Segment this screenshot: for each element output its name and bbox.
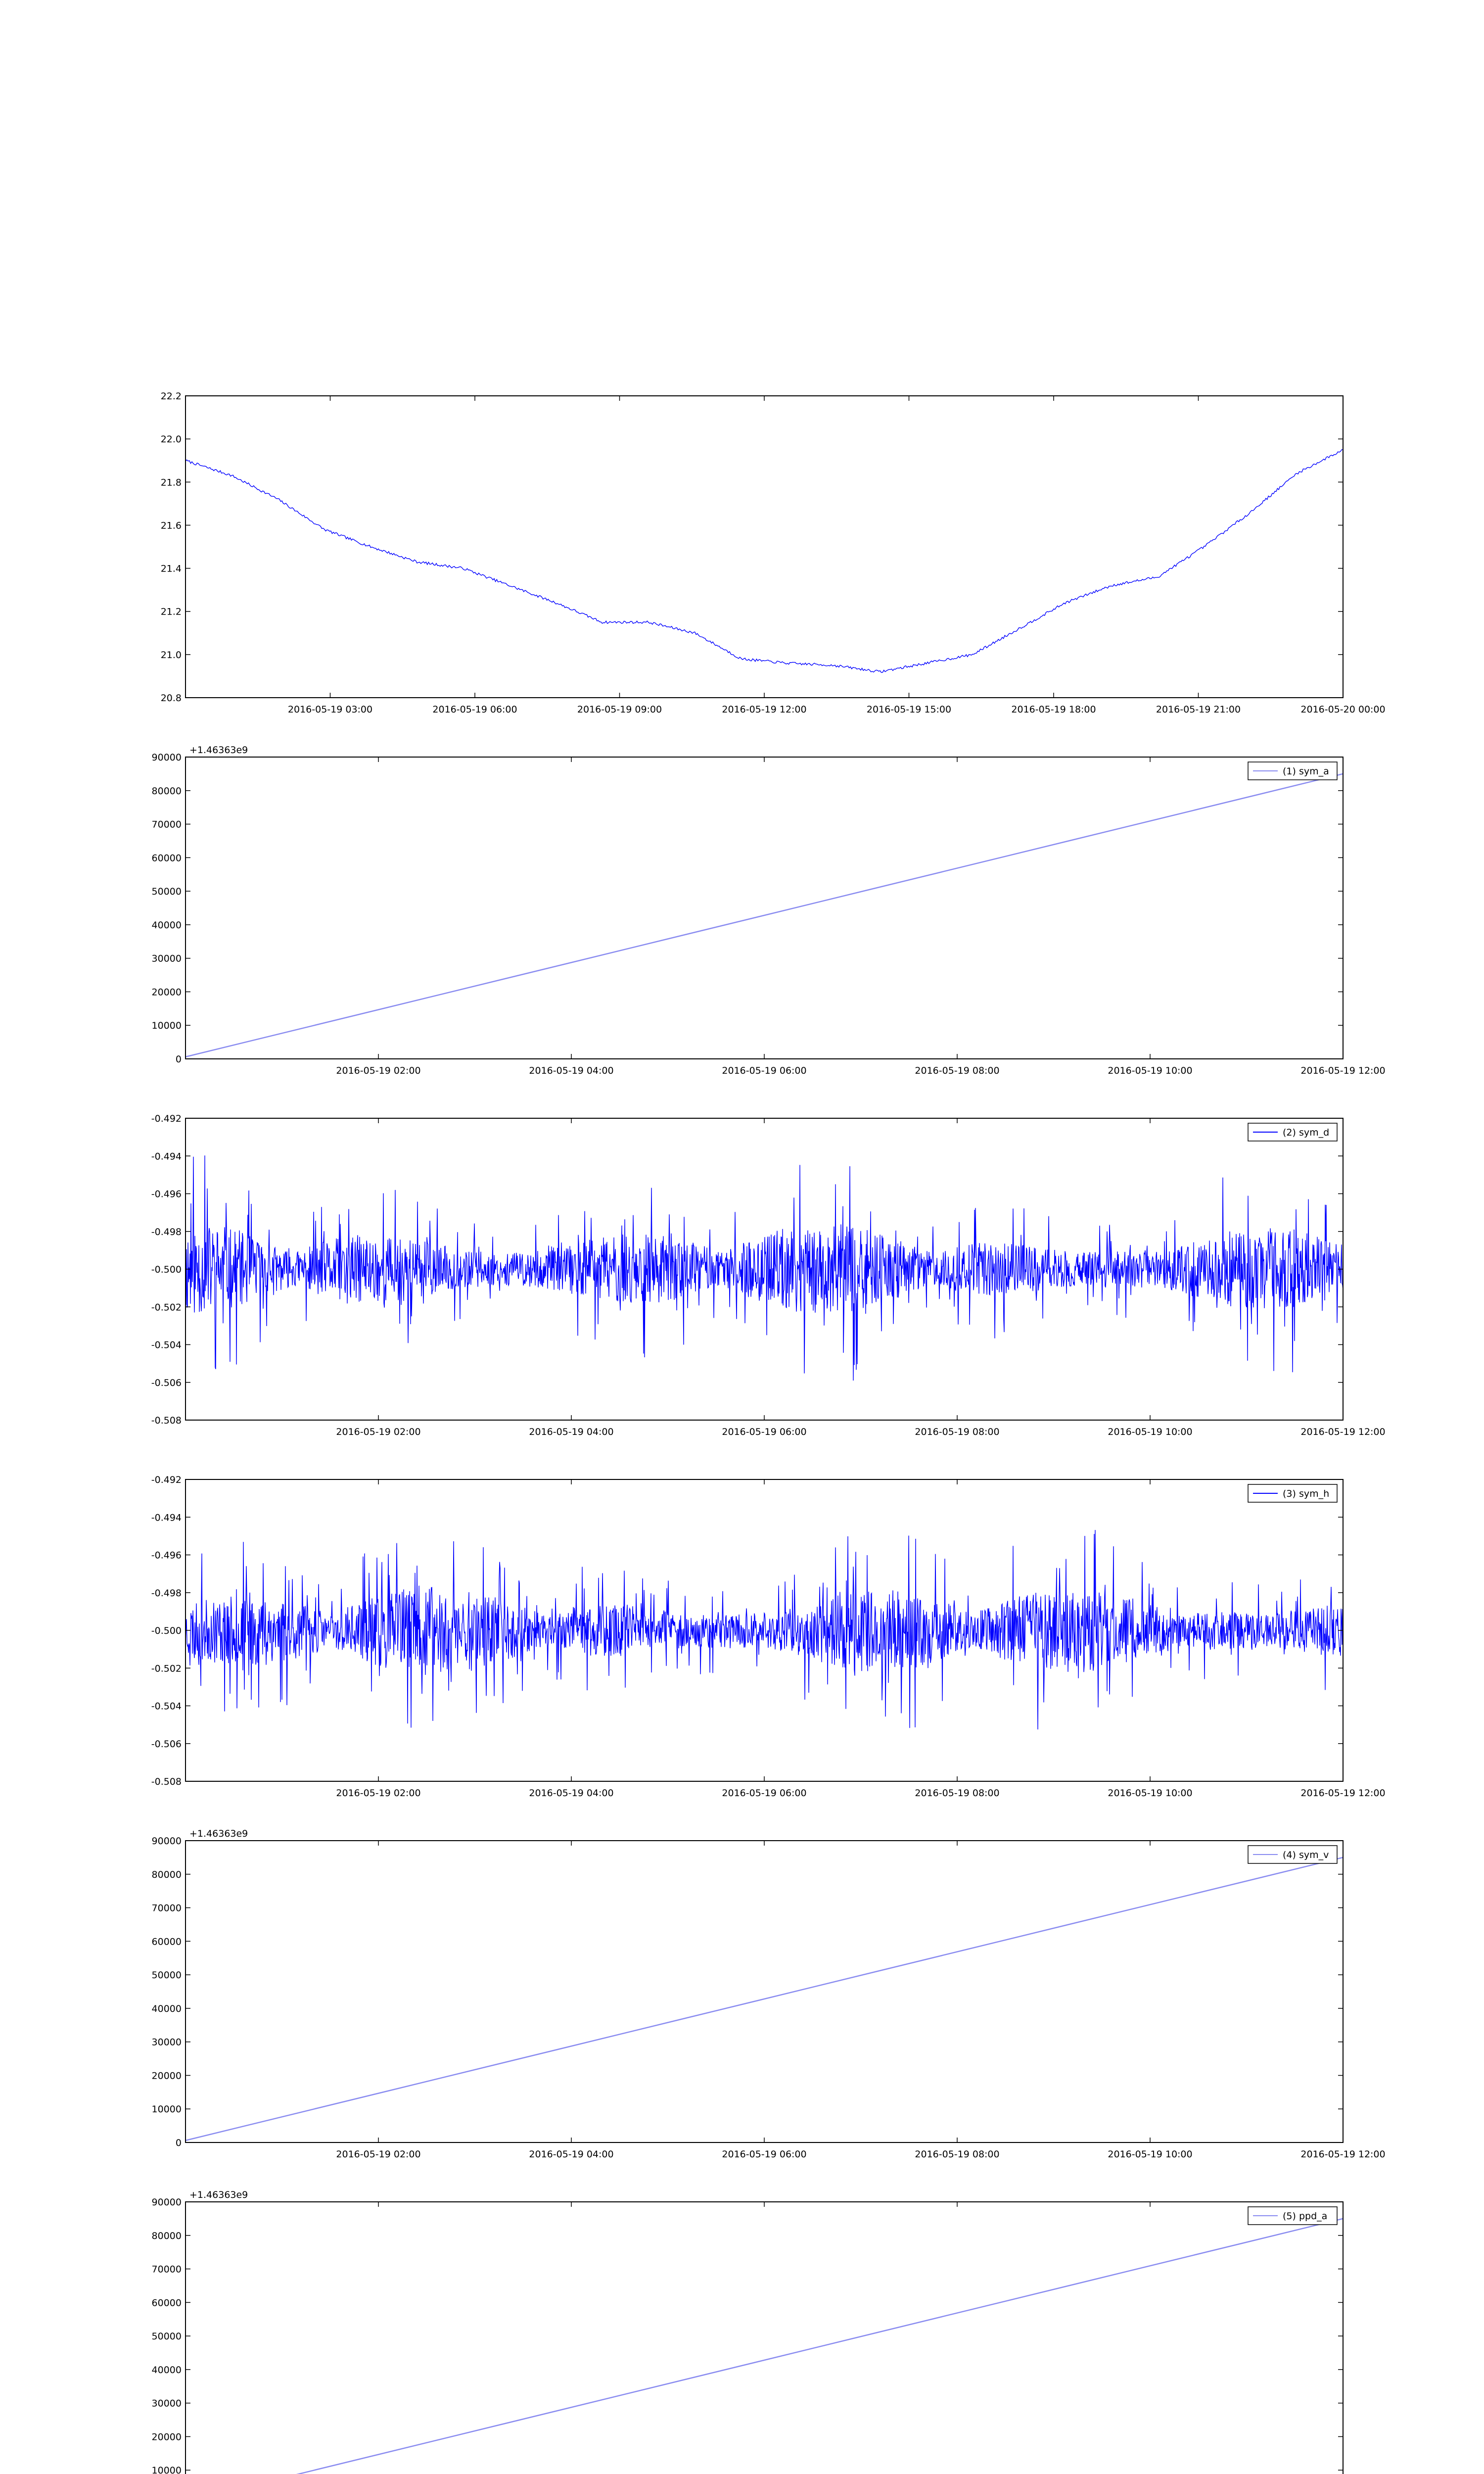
x-tick-label: 2016-05-19 10:00 <box>1108 1788 1193 1799</box>
y-tick-label: 50000 <box>151 1970 182 1981</box>
y-tick-label: 20.8 <box>160 693 182 704</box>
x-tick-label: 2016-05-19 06:00 <box>722 1065 807 1076</box>
chart-panel-2 <box>151 1113 1386 1437</box>
series-line-4 <box>186 1857 1343 2141</box>
x-tick-label: 2016-05-19 02:00 <box>336 2149 421 2160</box>
x-tick-label: 2016-05-19 10:00 <box>1108 2149 1193 2160</box>
y-tick-label: -0.508 <box>151 1415 182 1426</box>
y-tick-label: 0 <box>175 1054 182 1065</box>
y-tick-label: 90000 <box>151 2197 182 2208</box>
x-tick-label: 2016-05-19 02:00 <box>336 1065 421 1076</box>
y-tick-label: -0.498 <box>151 1587 182 1599</box>
y-tick-label: -0.492 <box>151 1475 182 1485</box>
legend-label: (1) sym_a <box>1283 766 1329 777</box>
y-tick-label: 20000 <box>151 987 182 998</box>
y-tick-label: 40000 <box>151 919 182 931</box>
y-tick-label: 90000 <box>151 752 182 763</box>
series-line-1 <box>186 774 1343 1057</box>
y-tick-label: 40000 <box>151 2003 182 2014</box>
legend-label: (4) sym_v <box>1283 1850 1329 1860</box>
legend-label: (5) ppd_a <box>1283 2211 1328 2222</box>
y-tick-label: 0 <box>175 2138 182 2148</box>
y-tick-label: 60000 <box>151 2297 182 2309</box>
y-tick-label: -0.504 <box>151 1339 182 1351</box>
x-tick-label: 2016-05-19 12:00 <box>722 704 807 715</box>
chart-panel-4 <box>152 1828 1386 2160</box>
offset-text: +1.46363e9 <box>189 1828 248 1839</box>
y-tick-label: -0.492 <box>151 1113 182 1124</box>
y-tick-label: 80000 <box>151 2230 182 2241</box>
x-tick-label: 2016-05-19 21:00 <box>1156 704 1241 715</box>
y-tick-label: 21.6 <box>160 520 182 531</box>
y-tick-label: -0.508 <box>151 1776 182 1787</box>
y-tick-label: 10000 <box>151 2104 182 2115</box>
y-tick-label: 70000 <box>151 819 182 830</box>
y-tick-label: -0.506 <box>151 1377 182 1388</box>
offset-text: +1.46363e9 <box>189 2189 248 2200</box>
chart-panel-1 <box>152 745 1386 1076</box>
y-tick-label: 80000 <box>151 785 182 797</box>
y-tick-label: -0.502 <box>151 1302 182 1313</box>
y-tick-label: 60000 <box>151 1936 182 1948</box>
x-tick-label: 2016-05-19 06:00 <box>722 1788 807 1799</box>
x-tick-label: 2016-05-19 09:00 <box>577 704 662 715</box>
x-tick-label: 2016-05-19 10:00 <box>1108 1427 1193 1437</box>
y-tick-label: 70000 <box>151 2264 182 2275</box>
x-tick-label: 2016-05-19 06:00 <box>722 1427 807 1437</box>
y-tick-label: 50000 <box>151 886 182 898</box>
x-tick-label: 2016-05-19 02:00 <box>336 1788 421 1799</box>
series-line-5 <box>186 2219 1343 2474</box>
y-tick-label: 22.2 <box>160 391 182 402</box>
y-tick-label: -0.494 <box>151 1512 182 1523</box>
x-tick-label: 2016-05-19 08:00 <box>915 1065 1000 1076</box>
y-tick-label: -0.494 <box>151 1151 182 1162</box>
series-line-2 <box>186 1155 1343 1380</box>
x-tick-label: 2016-05-19 15:00 <box>866 704 952 715</box>
x-tick-label: 2016-05-19 02:00 <box>336 1427 421 1437</box>
axes-frame-1 <box>186 757 1343 1059</box>
y-tick-label: 21.8 <box>160 477 182 488</box>
x-tick-label: 2016-05-19 06:00 <box>432 704 517 715</box>
x-tick-label: 2016-05-19 04:00 <box>529 2149 614 2160</box>
x-tick-label: 2016-05-19 08:00 <box>915 1788 1000 1799</box>
x-tick-label: 2016-05-19 08:00 <box>915 1427 1000 1437</box>
offset-text: +1.46363e9 <box>189 745 248 756</box>
y-tick-label: 30000 <box>151 953 182 964</box>
x-tick-label: 2016-05-19 04:00 <box>529 1065 614 1076</box>
y-tick-label: -0.496 <box>151 1189 182 1200</box>
x-tick-label: 2016-05-19 12:00 <box>1300 1065 1386 1076</box>
chart-panel-3 <box>151 1475 1386 1799</box>
x-tick-label: 2016-05-19 12:00 <box>1300 2149 1386 2160</box>
y-tick-label: 90000 <box>151 1836 182 1847</box>
y-tick-label: -0.500 <box>151 1264 182 1275</box>
x-tick-label: 2016-05-20 00:00 <box>1300 704 1386 715</box>
y-tick-label: 10000 <box>151 2465 182 2474</box>
y-tick-label: 10000 <box>151 1020 182 1032</box>
x-tick-label: 2016-05-19 08:00 <box>915 2149 1000 2160</box>
x-tick-label: 2016-05-19 10:00 <box>1108 1065 1193 1076</box>
y-tick-label: -0.500 <box>151 1625 182 1636</box>
y-tick-label: -0.502 <box>151 1663 182 1674</box>
legend-label: (2) sym_d <box>1283 1127 1330 1138</box>
y-tick-label: -0.498 <box>151 1226 182 1237</box>
x-tick-label: 2016-05-19 04:00 <box>529 1427 614 1437</box>
chart-panel-0 <box>161 391 1386 715</box>
y-tick-label: 21.2 <box>160 606 182 618</box>
y-tick-label: 60000 <box>151 853 182 864</box>
y-tick-label: 21.4 <box>160 563 182 574</box>
axes-frame-4 <box>186 1841 1343 2142</box>
y-tick-label: -0.504 <box>151 1701 182 1712</box>
y-tick-label: 20000 <box>151 2070 182 2082</box>
y-tick-label: -0.506 <box>151 1738 182 1750</box>
y-tick-label: 80000 <box>151 1869 182 1880</box>
series-line-0 <box>186 450 1343 672</box>
axes-frame-5 <box>186 2202 1343 2474</box>
y-tick-label: 30000 <box>151 2037 182 2048</box>
x-tick-label: 2016-05-19 12:00 <box>1300 1788 1386 1799</box>
axes-frame-0 <box>186 396 1343 698</box>
y-tick-label: 70000 <box>151 1903 182 1914</box>
x-tick-label: 2016-05-19 18:00 <box>1011 704 1096 715</box>
y-tick-label: 50000 <box>151 2331 182 2342</box>
series-line-3 <box>186 1530 1343 1729</box>
x-tick-label: 2016-05-19 04:00 <box>529 1788 614 1799</box>
y-tick-label: -0.496 <box>151 1550 182 1561</box>
y-tick-label: 30000 <box>151 2398 182 2409</box>
y-tick-label: 21.0 <box>160 649 182 661</box>
chart-panel-5 <box>152 2189 1386 2474</box>
y-tick-label: 40000 <box>151 2364 182 2376</box>
x-tick-label: 2016-05-19 12:00 <box>1300 1427 1386 1437</box>
y-tick-label: 20000 <box>151 2431 182 2443</box>
y-tick-label: 22.0 <box>160 434 182 445</box>
legend-label: (3) sym_h <box>1283 1488 1330 1499</box>
x-tick-label: 2016-05-19 03:00 <box>287 704 373 715</box>
x-tick-label: 2016-05-19 06:00 <box>722 2149 807 2160</box>
